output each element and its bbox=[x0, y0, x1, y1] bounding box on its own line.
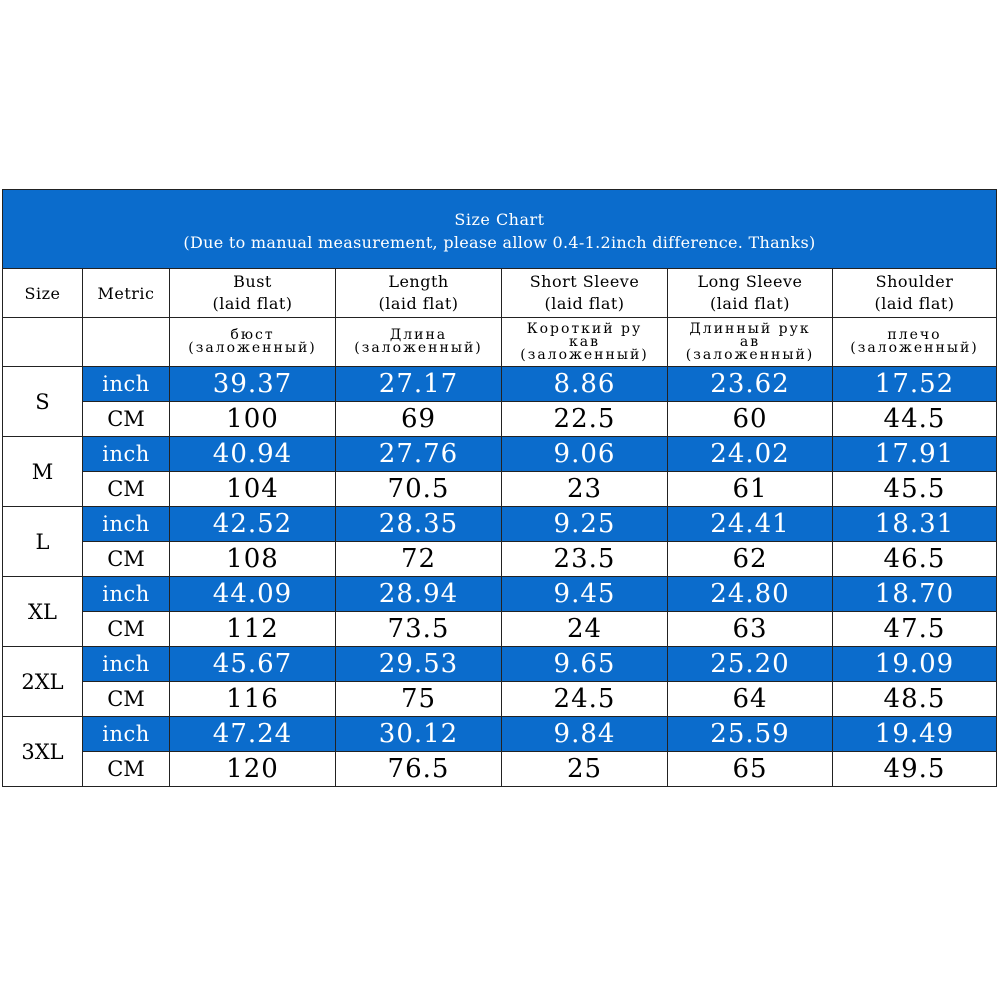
value-cm-cell bbox=[170, 402, 336, 437]
value-inch-text: 23.62 bbox=[710, 369, 790, 399]
header-ru-line1: Короткий ру bbox=[526, 320, 643, 337]
size-chart-table bbox=[2, 189, 997, 787]
value-cm-text: 23 bbox=[566, 474, 603, 504]
value-inch-cell bbox=[833, 647, 997, 682]
metric-inch-text: inch bbox=[102, 442, 150, 466]
header-ru-line2: (заложенный) bbox=[850, 340, 979, 356]
value-inch-cell bbox=[336, 507, 502, 542]
value-cm-cell bbox=[668, 682, 833, 717]
value-cm-text: 108 bbox=[226, 544, 279, 574]
value-cm-text: 44.5 bbox=[883, 404, 946, 434]
value-inch-text: 40.94 bbox=[212, 439, 293, 469]
value-cm-cell bbox=[668, 752, 833, 787]
header-size-label: Size bbox=[24, 283, 61, 303]
metric-cm-cell bbox=[83, 682, 170, 717]
size-label-text: 2XL bbox=[21, 669, 64, 694]
value-cm-cell bbox=[336, 612, 502, 647]
value-inch-cell bbox=[833, 577, 997, 612]
metric-inch-cell bbox=[83, 577, 170, 612]
metric-inch-text: inch bbox=[102, 372, 150, 396]
value-cm-cell bbox=[502, 682, 668, 717]
value-cm-text: 69 bbox=[400, 404, 437, 434]
value-cm-text: 64 bbox=[732, 684, 768, 714]
value-cm-cell bbox=[336, 682, 502, 717]
value-inch-cell bbox=[668, 367, 833, 402]
metric-inch-text: inch bbox=[102, 512, 150, 536]
value-inch-cell bbox=[668, 647, 833, 682]
value-cm-cell bbox=[170, 612, 336, 647]
header-col-name: Long Sleeve bbox=[697, 272, 803, 291]
value-inch-cell bbox=[502, 647, 668, 682]
value-inch-text: 18.70 bbox=[874, 579, 955, 609]
metric-inch-cell bbox=[83, 717, 170, 752]
value-cm-text: 62 bbox=[732, 544, 768, 574]
header-ru-col-2 bbox=[502, 318, 668, 367]
value-inch-text: 30.12 bbox=[378, 719, 459, 749]
value-cm-text: 70.5 bbox=[387, 474, 450, 504]
value-inch-text: 27.76 bbox=[378, 439, 459, 469]
value-cm-cell bbox=[668, 472, 833, 507]
value-inch-text: 44.09 bbox=[212, 579, 293, 609]
value-cm-text: 73.5 bbox=[387, 614, 450, 644]
value-cm-cell bbox=[502, 752, 668, 787]
metric-cm-text: CM bbox=[107, 687, 145, 711]
chart-subtitle: (Due to manual measurement, please allow 0.4-1.2inch difference. Thanks) bbox=[183, 233, 816, 252]
value-inch-cell bbox=[170, 577, 336, 612]
value-inch-text: 19.09 bbox=[874, 649, 955, 679]
size-cell bbox=[3, 647, 83, 717]
value-inch-cell bbox=[336, 647, 502, 682]
value-cm-text: 23.5 bbox=[553, 544, 616, 574]
size-label-text: S bbox=[35, 389, 50, 414]
value-inch-cell bbox=[668, 437, 833, 472]
value-cm-cell bbox=[502, 402, 668, 437]
metric-cm-cell bbox=[83, 472, 170, 507]
metric-cm-cell bbox=[83, 752, 170, 787]
header-ru-line1: Длина bbox=[389, 327, 448, 343]
value-cm-cell bbox=[170, 542, 336, 577]
value-inch-cell bbox=[502, 437, 668, 472]
value-inch-text: 9.65 bbox=[553, 649, 616, 679]
value-inch-text: 27.17 bbox=[378, 369, 459, 399]
value-cm-text: 46.5 bbox=[883, 544, 946, 574]
value-inch-cell bbox=[833, 367, 997, 402]
header-ru-col-1 bbox=[336, 318, 502, 367]
value-cm-cell bbox=[833, 542, 997, 577]
value-cm-cell bbox=[668, 402, 833, 437]
value-cm-text: 47.5 bbox=[883, 614, 946, 644]
value-cm-text: 63 bbox=[732, 614, 768, 644]
value-inch-text: 28.35 bbox=[378, 509, 459, 539]
value-inch-cell bbox=[668, 717, 833, 752]
value-cm-text: 112 bbox=[226, 614, 279, 644]
header-col-sub: (laid flat) bbox=[709, 294, 791, 313]
header-ru-line2: (заложенный) bbox=[354, 340, 483, 356]
value-cm-text: 49.5 bbox=[883, 754, 946, 784]
value-inch-text: 19.49 bbox=[874, 719, 955, 749]
header-col-0 bbox=[170, 269, 336, 318]
value-inch-text: 47.24 bbox=[212, 719, 293, 749]
value-inch-text: 28.94 bbox=[378, 579, 459, 609]
value-cm-cell bbox=[170, 752, 336, 787]
header-col-1 bbox=[336, 269, 502, 318]
size-cell bbox=[3, 577, 83, 647]
header-ru-line2: кав bbox=[569, 333, 600, 350]
header-metric bbox=[83, 269, 170, 318]
value-inch-text: 9.84 bbox=[553, 719, 616, 749]
value-cm-cell bbox=[668, 612, 833, 647]
value-inch-text: 25.59 bbox=[710, 719, 790, 749]
value-cm-text: 61 bbox=[732, 474, 768, 504]
value-inch-text: 8.86 bbox=[553, 369, 616, 399]
header-ru-line1: Длинный рук bbox=[689, 320, 811, 337]
value-inch-text: 17.52 bbox=[874, 369, 955, 399]
header-col-name: Short Sleeve bbox=[529, 272, 640, 291]
header-col-4 bbox=[833, 269, 997, 318]
title-band bbox=[3, 190, 997, 269]
value-inch-cell bbox=[170, 647, 336, 682]
value-inch-cell bbox=[502, 367, 668, 402]
metric-cm-text: CM bbox=[107, 477, 145, 501]
value-inch-text: 25.20 bbox=[710, 649, 790, 679]
metric-cm-text: CM bbox=[107, 757, 145, 781]
value-inch-cell bbox=[668, 577, 833, 612]
chart-title: Size Chart bbox=[454, 210, 545, 229]
size-cell bbox=[3, 367, 83, 437]
header-ru-line2: ав bbox=[739, 333, 761, 350]
value-cm-text: 116 bbox=[226, 684, 279, 714]
metric-inch-text: inch bbox=[102, 722, 150, 746]
header-blank-metric bbox=[83, 318, 170, 367]
value-inch-cell bbox=[833, 507, 997, 542]
value-cm-text: 60 bbox=[732, 404, 768, 434]
value-inch-cell bbox=[170, 367, 336, 402]
value-inch-cell bbox=[336, 437, 502, 472]
header-col-sub: (laid flat) bbox=[544, 294, 625, 313]
value-cm-cell bbox=[336, 752, 502, 787]
value-inch-text: 24.41 bbox=[710, 509, 790, 539]
header-col-name: Shoulder bbox=[875, 272, 954, 291]
value-inch-text: 24.80 bbox=[710, 579, 790, 609]
metric-cm-cell bbox=[83, 612, 170, 647]
value-cm-cell bbox=[336, 542, 502, 577]
header-ru-line3: (заложенный) bbox=[520, 346, 649, 363]
value-cm-text: 65 bbox=[732, 754, 768, 784]
header-ru-col-0 bbox=[170, 318, 336, 367]
value-cm-text: 25 bbox=[566, 754, 603, 784]
value-cm-text: 76.5 bbox=[387, 754, 450, 784]
value-inch-text: 9.25 bbox=[553, 509, 616, 539]
header-col-sub: (laid flat) bbox=[874, 294, 955, 313]
header-col-2 bbox=[502, 269, 668, 318]
value-inch-cell bbox=[336, 717, 502, 752]
header-col-sub: (laid flat) bbox=[378, 294, 459, 313]
value-cm-text: 120 bbox=[226, 754, 279, 784]
header-ru-line1: бюст bbox=[230, 327, 275, 343]
value-cm-cell bbox=[502, 612, 668, 647]
value-cm-text: 24 bbox=[566, 614, 603, 644]
size-label-text: L bbox=[35, 529, 50, 554]
header-col-name: Bust bbox=[233, 272, 272, 291]
value-inch-cell bbox=[170, 507, 336, 542]
header-col-3 bbox=[668, 269, 833, 318]
header-blank-size bbox=[3, 318, 83, 367]
value-cm-text: 48.5 bbox=[883, 684, 946, 714]
value-inch-text: 9.45 bbox=[553, 579, 616, 609]
value-inch-cell bbox=[833, 437, 997, 472]
value-cm-text: 22.5 bbox=[553, 404, 616, 434]
metric-cm-text: CM bbox=[107, 547, 145, 571]
value-inch-text: 18.31 bbox=[874, 509, 955, 539]
value-cm-cell bbox=[336, 402, 502, 437]
header-ru-line1: плечо bbox=[887, 327, 942, 343]
value-inch-cell bbox=[502, 507, 668, 542]
value-cm-cell bbox=[833, 402, 997, 437]
header-ru-line2: (заложенный) bbox=[188, 340, 317, 356]
value-cm-text: 72 bbox=[400, 544, 437, 574]
metric-cm-cell bbox=[83, 542, 170, 577]
value-inch-cell bbox=[502, 717, 668, 752]
value-cm-cell bbox=[668, 542, 833, 577]
metric-inch-text: inch bbox=[102, 652, 150, 676]
metric-inch-cell bbox=[83, 367, 170, 402]
metric-inch-cell bbox=[83, 507, 170, 542]
value-inch-cell bbox=[502, 577, 668, 612]
value-inch-cell bbox=[170, 717, 336, 752]
value-inch-text: 45.67 bbox=[212, 649, 293, 679]
value-inch-text: 9.06 bbox=[553, 439, 616, 469]
value-cm-cell bbox=[336, 472, 502, 507]
value-cm-text: 104 bbox=[226, 474, 279, 504]
metric-cm-text: CM bbox=[107, 407, 145, 431]
value-inch-text: 39.37 bbox=[212, 369, 293, 399]
value-cm-text: 100 bbox=[226, 404, 279, 434]
value-cm-cell bbox=[502, 472, 668, 507]
value-cm-text: 45.5 bbox=[883, 474, 946, 504]
value-cm-cell bbox=[170, 682, 336, 717]
value-cm-text: 75 bbox=[400, 684, 437, 714]
size-cell bbox=[3, 507, 83, 577]
metric-cm-cell bbox=[83, 402, 170, 437]
value-inch-text: 42.52 bbox=[212, 509, 293, 539]
header-size bbox=[3, 269, 83, 318]
value-inch-cell bbox=[668, 507, 833, 542]
size-cell bbox=[3, 717, 83, 787]
value-cm-cell bbox=[502, 542, 668, 577]
size-label-text: XL bbox=[28, 599, 57, 624]
header-col-sub: (laid flat) bbox=[212, 294, 293, 313]
value-inch-text: 24.02 bbox=[710, 439, 790, 469]
metric-inch-cell bbox=[83, 647, 170, 682]
value-inch-cell bbox=[170, 437, 336, 472]
value-cm-cell bbox=[833, 472, 997, 507]
value-cm-cell bbox=[170, 472, 336, 507]
header-col-name: Length bbox=[388, 272, 449, 291]
value-cm-cell bbox=[833, 682, 997, 717]
value-cm-cell bbox=[833, 612, 997, 647]
value-inch-cell bbox=[336, 577, 502, 612]
size-label-text: 3XL bbox=[21, 739, 64, 764]
header-metric-label: Metric bbox=[97, 283, 155, 303]
header-ru-line3: (заложенный) bbox=[685, 346, 815, 363]
value-cm-text: 24.5 bbox=[553, 684, 616, 714]
value-inch-cell bbox=[833, 717, 997, 752]
header-ru-col-4 bbox=[833, 318, 997, 367]
metric-inch-text: inch bbox=[102, 582, 150, 606]
value-inch-cell bbox=[336, 367, 502, 402]
value-cm-cell bbox=[833, 752, 997, 787]
metric-cm-text: CM bbox=[107, 617, 145, 641]
header-ru-col-3 bbox=[668, 318, 833, 367]
value-inch-text: 17.91 bbox=[874, 439, 955, 469]
metric-inch-cell bbox=[83, 437, 170, 472]
size-cell bbox=[3, 437, 83, 507]
size-label-text: M bbox=[31, 459, 54, 484]
value-inch-text: 29.53 bbox=[378, 649, 459, 679]
